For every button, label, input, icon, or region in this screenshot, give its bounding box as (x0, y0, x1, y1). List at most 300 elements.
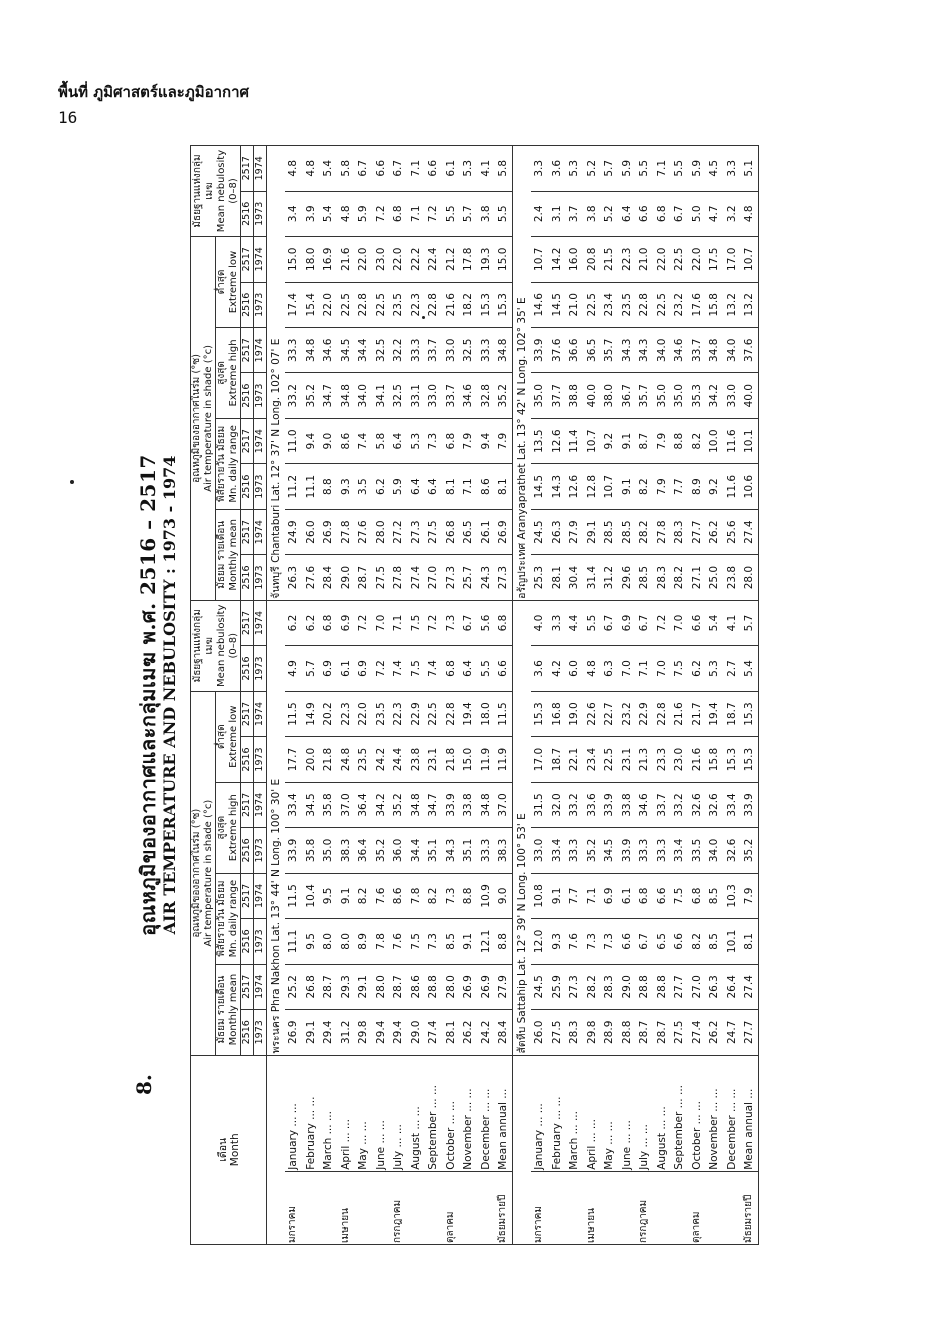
data-cell: 27.1 (688, 555, 706, 600)
data-cell: 15.4 (302, 282, 320, 327)
data-cell: 9.2 (706, 464, 724, 509)
data-cell: 3.3 (531, 146, 549, 192)
data-cell: 34.6 (460, 373, 478, 418)
data-cell: 10.1 (741, 418, 759, 463)
data-cell: 27.3 (566, 964, 584, 1009)
data-cell: 5.5 (495, 191, 513, 236)
subcolumn-header (216, 418, 241, 509)
data-cell: 26.2 (706, 1010, 724, 1055)
data-cell: 23.8 (723, 555, 741, 600)
data-cell: 33.7 (425, 328, 443, 373)
data-cell: 24.2 (477, 1010, 495, 1055)
data-cell: 12.6 (566, 464, 584, 509)
air-temp-group-header (191, 691, 216, 1055)
data-cell: 28.6 (407, 964, 425, 1009)
data-cell: 3.6 (531, 646, 549, 691)
year-label: 2516 (241, 737, 254, 782)
data-cell: 6.7 (601, 600, 619, 645)
rotated-table-stage (128, 145, 808, 1245)
air-temp-group-english: Air temperature in shade (°c) (203, 799, 214, 947)
data-cell: 7.6 (372, 873, 390, 918)
data-cell: 9.1 (548, 873, 566, 918)
data-cell: 28.7 (355, 555, 373, 600)
subcolumn-english: Extreme low (228, 705, 239, 768)
data-cell: 6.8 (636, 873, 654, 918)
month-label: Mean annual ... (495, 1055, 513, 1171)
data-cell: 9.1 (337, 873, 355, 918)
data-cell: 7.9 (653, 464, 671, 509)
data-cell: 6.7 (636, 919, 654, 964)
data-cell: 15.0 (285, 237, 303, 283)
data-cell: 34.0 (723, 328, 741, 373)
data-cell: 7.3 (442, 873, 460, 918)
subcolumn-thai: สูงสุด (216, 361, 227, 385)
data-cell: 6.1 (442, 146, 460, 192)
data-cell: 5.2 (583, 146, 601, 192)
data-cell: 6.0 (566, 646, 584, 691)
air-temp-group-header (191, 237, 216, 601)
data-cell: 27.2 (390, 509, 408, 554)
data-cell: 28.7 (390, 964, 408, 1009)
month-label: December ... ... (477, 1055, 495, 1171)
data-cell: 36.7 (618, 373, 636, 418)
data-cell: 6.5 (653, 919, 671, 964)
data-cell: 5.7 (302, 646, 320, 691)
data-cell: 6.8 (390, 191, 408, 236)
data-cell: 9.5 (302, 919, 320, 964)
data-cell: 24.8 (337, 737, 355, 782)
data-cell: 34.4 (407, 828, 425, 873)
data-cell: 6.4 (460, 646, 478, 691)
data-cell: 29.8 (583, 1010, 601, 1055)
data-cell: 13.5 (531, 418, 549, 463)
data-cell: 34.5 (302, 782, 320, 827)
data-cell: 31.5 (531, 782, 549, 827)
data-cell: 28.0 (442, 964, 460, 1009)
table-title-english: AIR TEMPERATURE AND NEBULOSITY : 1973 - 1974 (160, 455, 179, 935)
data-cell: 4.4 (566, 600, 584, 645)
data-cell: 35.1 (425, 828, 443, 873)
season-label (723, 1171, 741, 1244)
data-cell: 35.2 (495, 373, 513, 418)
station-label: พระนคร Phra Nakhon Lat. 13° 44' N Long. 100° 30' E (267, 600, 285, 1055)
data-cell: 7.0 (671, 600, 689, 645)
data-cell: 5.8 (495, 146, 513, 192)
year-label: 1973 (254, 828, 267, 873)
data-cell: 16.9 (320, 237, 338, 283)
data-cell: 33.3 (636, 828, 654, 873)
data-cell: 27.8 (337, 509, 355, 554)
data-cell: 17.0 (531, 737, 549, 782)
data-cell: 18.7 (723, 691, 741, 737)
data-cell: 34.8 (477, 782, 495, 827)
data-cell: 6.6 (495, 646, 513, 691)
data-cell: 7.4 (390, 646, 408, 691)
data-cell: 22.7 (601, 691, 619, 737)
data-cell: 22.5 (671, 237, 689, 283)
subcolumn-header (216, 328, 241, 419)
data-cell: 6.8 (653, 191, 671, 236)
data-cell: 15.0 (495, 237, 513, 283)
data-cell: 6.4 (390, 418, 408, 463)
data-cell: 33.0 (531, 828, 549, 873)
data-cell: 29.0 (618, 964, 636, 1009)
data-cell: 11.5 (285, 691, 303, 737)
data-cell: 24.5 (531, 964, 549, 1009)
data-cell: 33.2 (285, 373, 303, 418)
data-cell: 4.7 (706, 191, 724, 236)
data-cell: 2.7 (723, 646, 741, 691)
data-cell: 7.2 (372, 646, 390, 691)
data-cell: 19.0 (566, 691, 584, 737)
data-cell: 28.8 (425, 964, 443, 1009)
year-label: 1973 (254, 555, 267, 600)
data-cell: 25.2 (285, 964, 303, 1009)
data-cell: 10.9 (477, 873, 495, 918)
temperature-table (190, 145, 759, 1245)
data-cell: 17.6 (688, 282, 706, 327)
data-cell: 27.6 (355, 509, 373, 554)
data-cell: 35.0 (531, 373, 549, 418)
data-cell: 35.2 (741, 828, 759, 873)
data-cell: 26.9 (477, 964, 495, 1009)
data-cell: 8.8 (320, 464, 338, 509)
subcolumn-thai: พิสัยรายวัน มัธยม (216, 880, 227, 957)
data-cell: 28.3 (653, 555, 671, 600)
month-label: September ... ... (671, 1055, 689, 1171)
data-cell: 35.8 (320, 782, 338, 827)
season-label: มกราคม (285, 1171, 303, 1244)
data-cell: 34.3 (442, 828, 460, 873)
subcolumn-english: Extreme high (228, 339, 239, 407)
data-cell: 7.5 (671, 873, 689, 918)
table-title-thai: อุณหภูมิของอากาศและกลุ่มเมฆ พ.ศ. 2516 – 2517 (136, 454, 160, 936)
data-cell: 34.6 (320, 328, 338, 373)
data-cell: 7.1 (583, 873, 601, 918)
month-label: July ... ... (636, 1055, 654, 1171)
data-cell: 7.1 (460, 464, 478, 509)
data-cell: 17.4 (285, 282, 303, 327)
season-label (302, 1171, 320, 1244)
data-cell: 4.5 (706, 146, 724, 192)
year-label: 2517 (241, 146, 254, 192)
month-label: February ... ... (302, 1055, 320, 1171)
data-cell: 29.8 (355, 1010, 373, 1055)
subcolumn-english: Monthly mean (228, 519, 239, 591)
data-cell: 9.1 (618, 464, 636, 509)
data-cell: 7.4 (425, 646, 443, 691)
data-cell: 8.2 (425, 873, 443, 918)
data-cell: 6.3 (601, 646, 619, 691)
data-cell: 17.5 (706, 237, 724, 283)
data-cell: 7.0 (653, 646, 671, 691)
data-cell: 32.5 (460, 328, 478, 373)
year-label: 2517 (241, 873, 254, 918)
data-cell: 27.5 (425, 509, 443, 554)
data-cell: 3.2 (723, 191, 741, 236)
data-cell: 11.2 (285, 464, 303, 509)
data-cell: 22.3 (407, 282, 425, 327)
data-cell: 8.6 (337, 418, 355, 463)
data-cell: 33.0 (425, 373, 443, 418)
nebulosity-range: (0–8) (227, 178, 239, 204)
data-cell: 33.0 (723, 373, 741, 418)
data-cell: 10.0 (706, 418, 724, 463)
data-cell: 29.6 (618, 555, 636, 600)
subcolumn-english: Monthly mean (228, 973, 239, 1046)
data-cell: 22.8 (636, 282, 654, 327)
nebulosity-range: (0–8) (227, 633, 239, 659)
season-label (320, 1171, 338, 1244)
data-cell: 34.3 (636, 328, 654, 373)
subcolumn-header (216, 782, 241, 873)
data-cell: 9.1 (618, 418, 636, 463)
data-cell: 26.8 (442, 509, 460, 554)
data-cell: 36.0 (390, 828, 408, 873)
data-cell: 27.9 (566, 509, 584, 554)
data-cell: 38.3 (495, 828, 513, 873)
data-cell: 21.6 (442, 282, 460, 327)
data-cell: 27.9 (495, 964, 513, 1009)
year-label: 2517 (241, 328, 254, 373)
data-cell: 12.6 (548, 418, 566, 463)
data-cell: 22.5 (425, 691, 443, 737)
data-cell: 5.0 (688, 191, 706, 236)
data-cell: 33.2 (671, 782, 689, 827)
data-cell: 11.1 (302, 464, 320, 509)
data-cell: 27.4 (425, 1010, 443, 1055)
data-cell: 5.7 (741, 600, 759, 645)
data-cell: 33.7 (688, 328, 706, 373)
data-cell: 8.1 (495, 464, 513, 509)
data-cell: 33.6 (583, 782, 601, 827)
data-cell: 22.3 (390, 691, 408, 737)
data-cell: 3.3 (723, 146, 741, 192)
data-cell: 25.9 (548, 964, 566, 1009)
data-cell: 34.3 (618, 328, 636, 373)
data-cell: 29.4 (372, 1010, 390, 1055)
data-cell: 10.6 (741, 464, 759, 509)
data-cell: 33.9 (741, 782, 759, 827)
data-cell: 10.7 (531, 237, 549, 283)
subcolumn-thai: ต่ำสุด (216, 724, 227, 750)
data-cell: 37.6 (741, 328, 759, 373)
data-cell: 14.3 (548, 464, 566, 509)
data-cell: 29.0 (407, 1010, 425, 1055)
data-cell: 33.1 (407, 373, 425, 418)
data-cell: 3.7 (566, 191, 584, 236)
data-cell: 7.3 (583, 919, 601, 964)
data-cell: 15.3 (741, 737, 759, 782)
data-cell: 26.9 (495, 509, 513, 554)
data-cell: 21.6 (671, 691, 689, 737)
month-label: January ... ... (531, 1055, 549, 1171)
data-cell: 7.2 (355, 600, 373, 645)
data-cell: 8.2 (636, 464, 654, 509)
year-label: 1974 (254, 964, 267, 1009)
season-label: กรกฎาคม (390, 1171, 408, 1244)
month-label: March ... ... (566, 1055, 584, 1171)
data-cell: 26.2 (706, 509, 724, 554)
data-cell: 33.0 (442, 328, 460, 373)
month-label: May ... ... (601, 1055, 619, 1171)
data-cell: 21.6 (337, 237, 355, 283)
year-label: 1974 (254, 237, 267, 283)
data-cell: 6.9 (618, 600, 636, 645)
data-cell: 9.0 (495, 873, 513, 918)
data-cell: 33.8 (618, 782, 636, 827)
data-cell: 34.8 (706, 328, 724, 373)
data-cell: 28.0 (372, 509, 390, 554)
data-cell: 9.0 (320, 418, 338, 463)
data-cell: 35.7 (601, 328, 619, 373)
data-cell: 8.5 (706, 873, 724, 918)
data-cell: 34.7 (320, 373, 338, 418)
data-cell: 27.4 (688, 1010, 706, 1055)
data-cell: 26.1 (477, 509, 495, 554)
data-cell: 23.1 (425, 737, 443, 782)
data-cell: 11.6 (723, 418, 741, 463)
month-label: April ... ... (337, 1055, 355, 1171)
data-cell: 26.3 (285, 555, 303, 600)
data-cell: 33.9 (601, 782, 619, 827)
data-cell: 9.1 (460, 919, 478, 964)
data-cell: 7.9 (460, 418, 478, 463)
data-cell: 18.7 (548, 737, 566, 782)
data-cell: 23.5 (372, 691, 390, 737)
data-cell: 33.9 (531, 328, 549, 373)
data-cell: 27.5 (548, 1010, 566, 1055)
data-cell: 6.6 (653, 873, 671, 918)
year-label: 2516 (241, 191, 254, 236)
data-cell: 5.3 (566, 146, 584, 192)
data-cell: 7.2 (372, 191, 390, 236)
data-cell: 3.8 (583, 191, 601, 236)
data-cell: 7.5 (407, 646, 425, 691)
year-label: 1974 (254, 691, 267, 737)
year-label: 1973 (254, 1010, 267, 1055)
data-cell: 23.0 (671, 737, 689, 782)
data-cell: 7.7 (671, 464, 689, 509)
data-cell: 23.2 (671, 282, 689, 327)
year-label: 2516 (241, 1010, 254, 1055)
month-label: July ... ... (390, 1055, 408, 1171)
season-label: ตุลาคม (442, 1171, 460, 1244)
data-cell: 6.6 (688, 600, 706, 645)
subcolumn-thai: พิสัยรายวัน มัธยม (216, 425, 227, 502)
data-cell: 22.0 (653, 237, 671, 283)
data-cell: 8.1 (442, 464, 460, 509)
season-label (407, 1171, 425, 1244)
data-cell: 5.2 (601, 191, 619, 236)
data-cell: 4.1 (477, 146, 495, 192)
data-cell: 5.5 (636, 146, 654, 192)
data-cell: 6.6 (425, 146, 443, 192)
data-cell: 15.3 (531, 691, 549, 737)
year-label: 2516 (241, 555, 254, 600)
data-cell: 33.3 (285, 328, 303, 373)
data-cell: 26.8 (302, 964, 320, 1009)
data-cell: 7.0 (372, 600, 390, 645)
data-cell: 10.7 (741, 237, 759, 283)
data-cell: 23.0 (372, 237, 390, 283)
data-cell: 21.8 (442, 737, 460, 782)
month-label: Mean annual ... (741, 1055, 759, 1171)
data-cell: 22.9 (636, 691, 654, 737)
data-cell: 28.0 (372, 964, 390, 1009)
data-cell: 27.3 (407, 509, 425, 554)
data-cell: 6.7 (636, 600, 654, 645)
data-cell: 37.0 (337, 782, 355, 827)
data-cell: 5.7 (460, 191, 478, 236)
year-label: 2517 (241, 418, 254, 463)
year-label: 2517 (241, 237, 254, 283)
data-cell: 6.9 (601, 873, 619, 918)
data-cell: 28.8 (653, 964, 671, 1009)
data-cell: 35.2 (302, 373, 320, 418)
data-cell: 28.3 (601, 964, 619, 1009)
data-cell: 27.8 (390, 555, 408, 600)
data-cell: 7.5 (407, 919, 425, 964)
data-cell: 28.3 (671, 509, 689, 554)
data-cell: 33.3 (407, 328, 425, 373)
data-cell: 4.2 (548, 646, 566, 691)
year-label: 2517 (241, 509, 254, 554)
year-label: 1974 (254, 782, 267, 827)
data-cell: 9.4 (477, 418, 495, 463)
data-cell: 10.8 (531, 873, 549, 918)
station-label: จันทบุรี Chantaburi Lat. 12° 37' N Long. 102° 07' E (267, 146, 285, 601)
data-cell: 6.6 (671, 919, 689, 964)
data-cell: 19.4 (706, 691, 724, 737)
data-cell: 24.7 (723, 1010, 741, 1055)
data-cell: 26.2 (460, 1010, 478, 1055)
station-label: สัตหีบ Sattahip Lat. 12° 39' N Long. 100° 53' E (513, 600, 531, 1055)
season-label (618, 1171, 636, 1244)
data-cell: 13.2 (723, 282, 741, 327)
data-cell: 22.5 (601, 737, 619, 782)
data-cell: 35.7 (636, 373, 654, 418)
subcolumn-english: Mn. daily range (228, 425, 239, 503)
data-cell: 15.8 (706, 737, 724, 782)
season-label: มกราคม (531, 1171, 549, 1244)
data-cell: 5.4 (320, 146, 338, 192)
data-cell: 27.4 (407, 555, 425, 600)
data-cell: 5.6 (477, 600, 495, 645)
data-cell: 33.2 (566, 782, 584, 827)
data-cell: 6.9 (337, 600, 355, 645)
data-cell: 27.4 (741, 964, 759, 1009)
year-label: 1973 (254, 737, 267, 782)
data-cell: 6.1 (337, 646, 355, 691)
data-cell: 27.7 (671, 964, 689, 1009)
data-cell: 27.5 (671, 1010, 689, 1055)
data-cell: 33.4 (723, 782, 741, 827)
data-cell: 28.2 (671, 555, 689, 600)
data-cell: 29.1 (302, 1010, 320, 1055)
data-cell: 10.4 (302, 873, 320, 918)
year-label: 2517 (241, 691, 254, 737)
data-cell: 25.6 (723, 509, 741, 554)
data-cell: 6.7 (460, 600, 478, 645)
data-cell: 33.3 (477, 328, 495, 373)
month-label: August ... ... (653, 1055, 671, 1171)
data-cell: 35.2 (390, 782, 408, 827)
data-cell: 4.8 (285, 146, 303, 192)
data-cell: 7.3 (442, 600, 460, 645)
data-cell: 28.4 (495, 1010, 513, 1055)
subcolumn-english: Extreme high (228, 794, 239, 862)
